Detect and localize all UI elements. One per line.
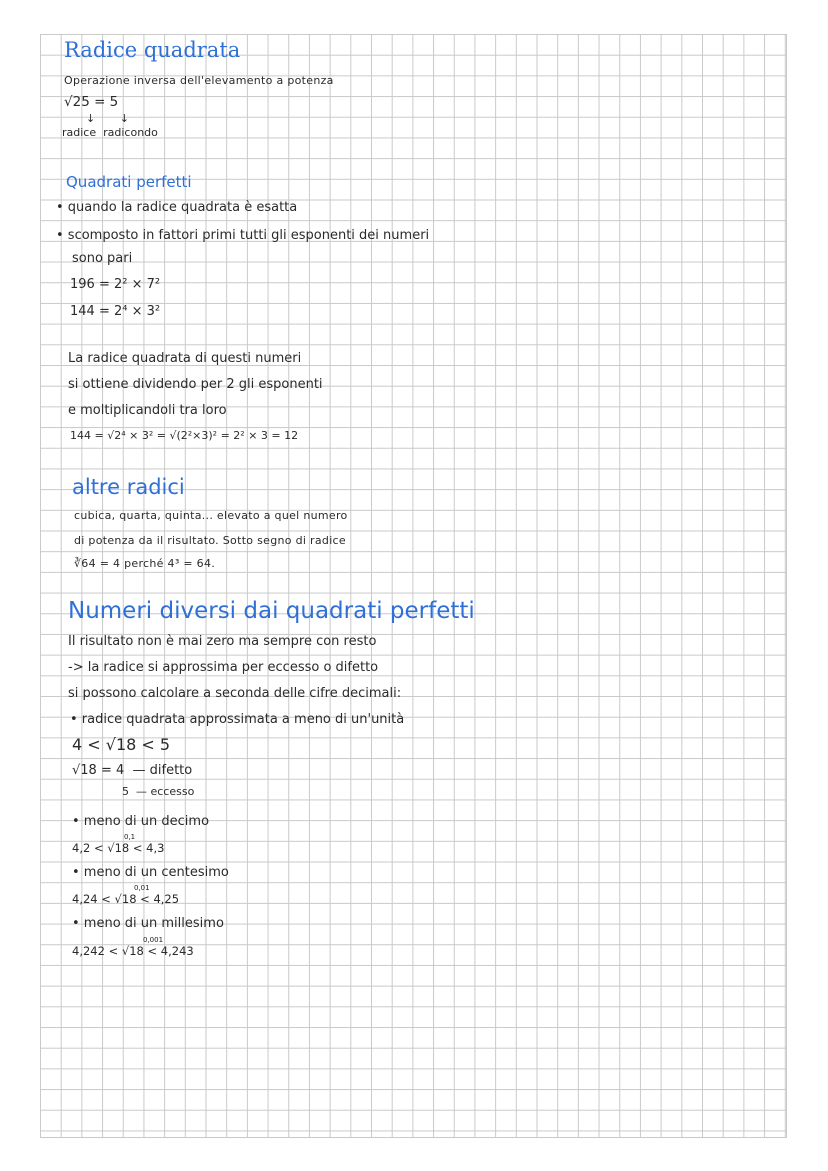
sqrt18-difetto: √18 = 4 — difetto [72, 763, 193, 778]
mark-tenth: 0,1 [124, 833, 136, 841]
numeri-line3: si possono calcolare a seconda delle cifre decimali: [68, 686, 402, 701]
mark-hundredth: 0,01 [134, 884, 150, 892]
sqrt-example: √25 = 5 [64, 94, 119, 110]
bullet-meno-decimo: • meno di un decimo [72, 814, 210, 829]
bullet-meno-unita: • radice quadrata approssimata a meno di un'unità [70, 712, 405, 727]
altre-radici-line2: di potenza da il risultato. Sotto segno di radice [74, 534, 346, 547]
formula-144: 144 = √2⁴ × 3² = √(2²×3)² = 2² × 3 = 12 [70, 429, 299, 442]
section-title-numeri-diversi: Numeri diversi dai quadrati perfetti [68, 598, 475, 624]
bullet-scomposto-line1: • scomposto in fattori primi tutti gli esponenti dei numeri [56, 228, 430, 243]
inequality-centesimo: 4,24 < √18 < 4,25 [72, 892, 180, 906]
inequality-millesimo: 4,242 < √18 < 4,243 [72, 944, 194, 958]
paragraph-line1: La radice quadrata di questi numeri [68, 351, 302, 366]
inequality-decimo: 4,2 < √18 < 4,3 [72, 841, 165, 855]
bullet-radice-esatta: • quando la radice quadrata è esatta [56, 200, 298, 215]
example-144: 144 = 2⁴ × 3² [70, 304, 161, 319]
altre-radici-line3: ∛64 = 4 perché 4³ = 64. [74, 557, 216, 570]
section-title-quadrati-perfetti: Quadrati perfetti [66, 173, 192, 191]
numeri-line2: -> la radice si approssima per eccesso o difetto [68, 660, 379, 675]
labels-radice-radicondo: radice radicondo [62, 126, 158, 139]
paragraph-line2: si ottiene dividendo per 2 gli esponenti [68, 377, 323, 392]
altre-radici-line1: cubica, quarta, quinta... elevato a quel numero [74, 509, 348, 522]
numeri-line1: Il risultato non è mai zero ma sempre con resto [68, 634, 377, 649]
arrow-down-icons: ↓ ↓ [86, 112, 129, 125]
definition-text: Operazione inversa dell'elevamento a potenza [64, 74, 334, 87]
bullet-meno-centesimo: • meno di un centesimo [72, 865, 229, 880]
example-196: 196 = 2² × 7² [70, 277, 161, 292]
bullet-scomposto-line2: sono pari [72, 251, 133, 266]
section-title-radice-quadrata: Radice quadrata [64, 38, 241, 62]
section-title-altre-radici: altre radici [72, 475, 185, 499]
bullet-meno-millesimo: • meno di un millesimo [72, 916, 224, 931]
inequality-unita: 4 < √18 < 5 [72, 735, 171, 754]
sqrt18-eccesso: 5 — eccesso [122, 785, 195, 798]
paragraph-line3: e moltiplicandoli tra loro [68, 403, 227, 418]
mark-thousandth: 0,001 [143, 936, 164, 944]
